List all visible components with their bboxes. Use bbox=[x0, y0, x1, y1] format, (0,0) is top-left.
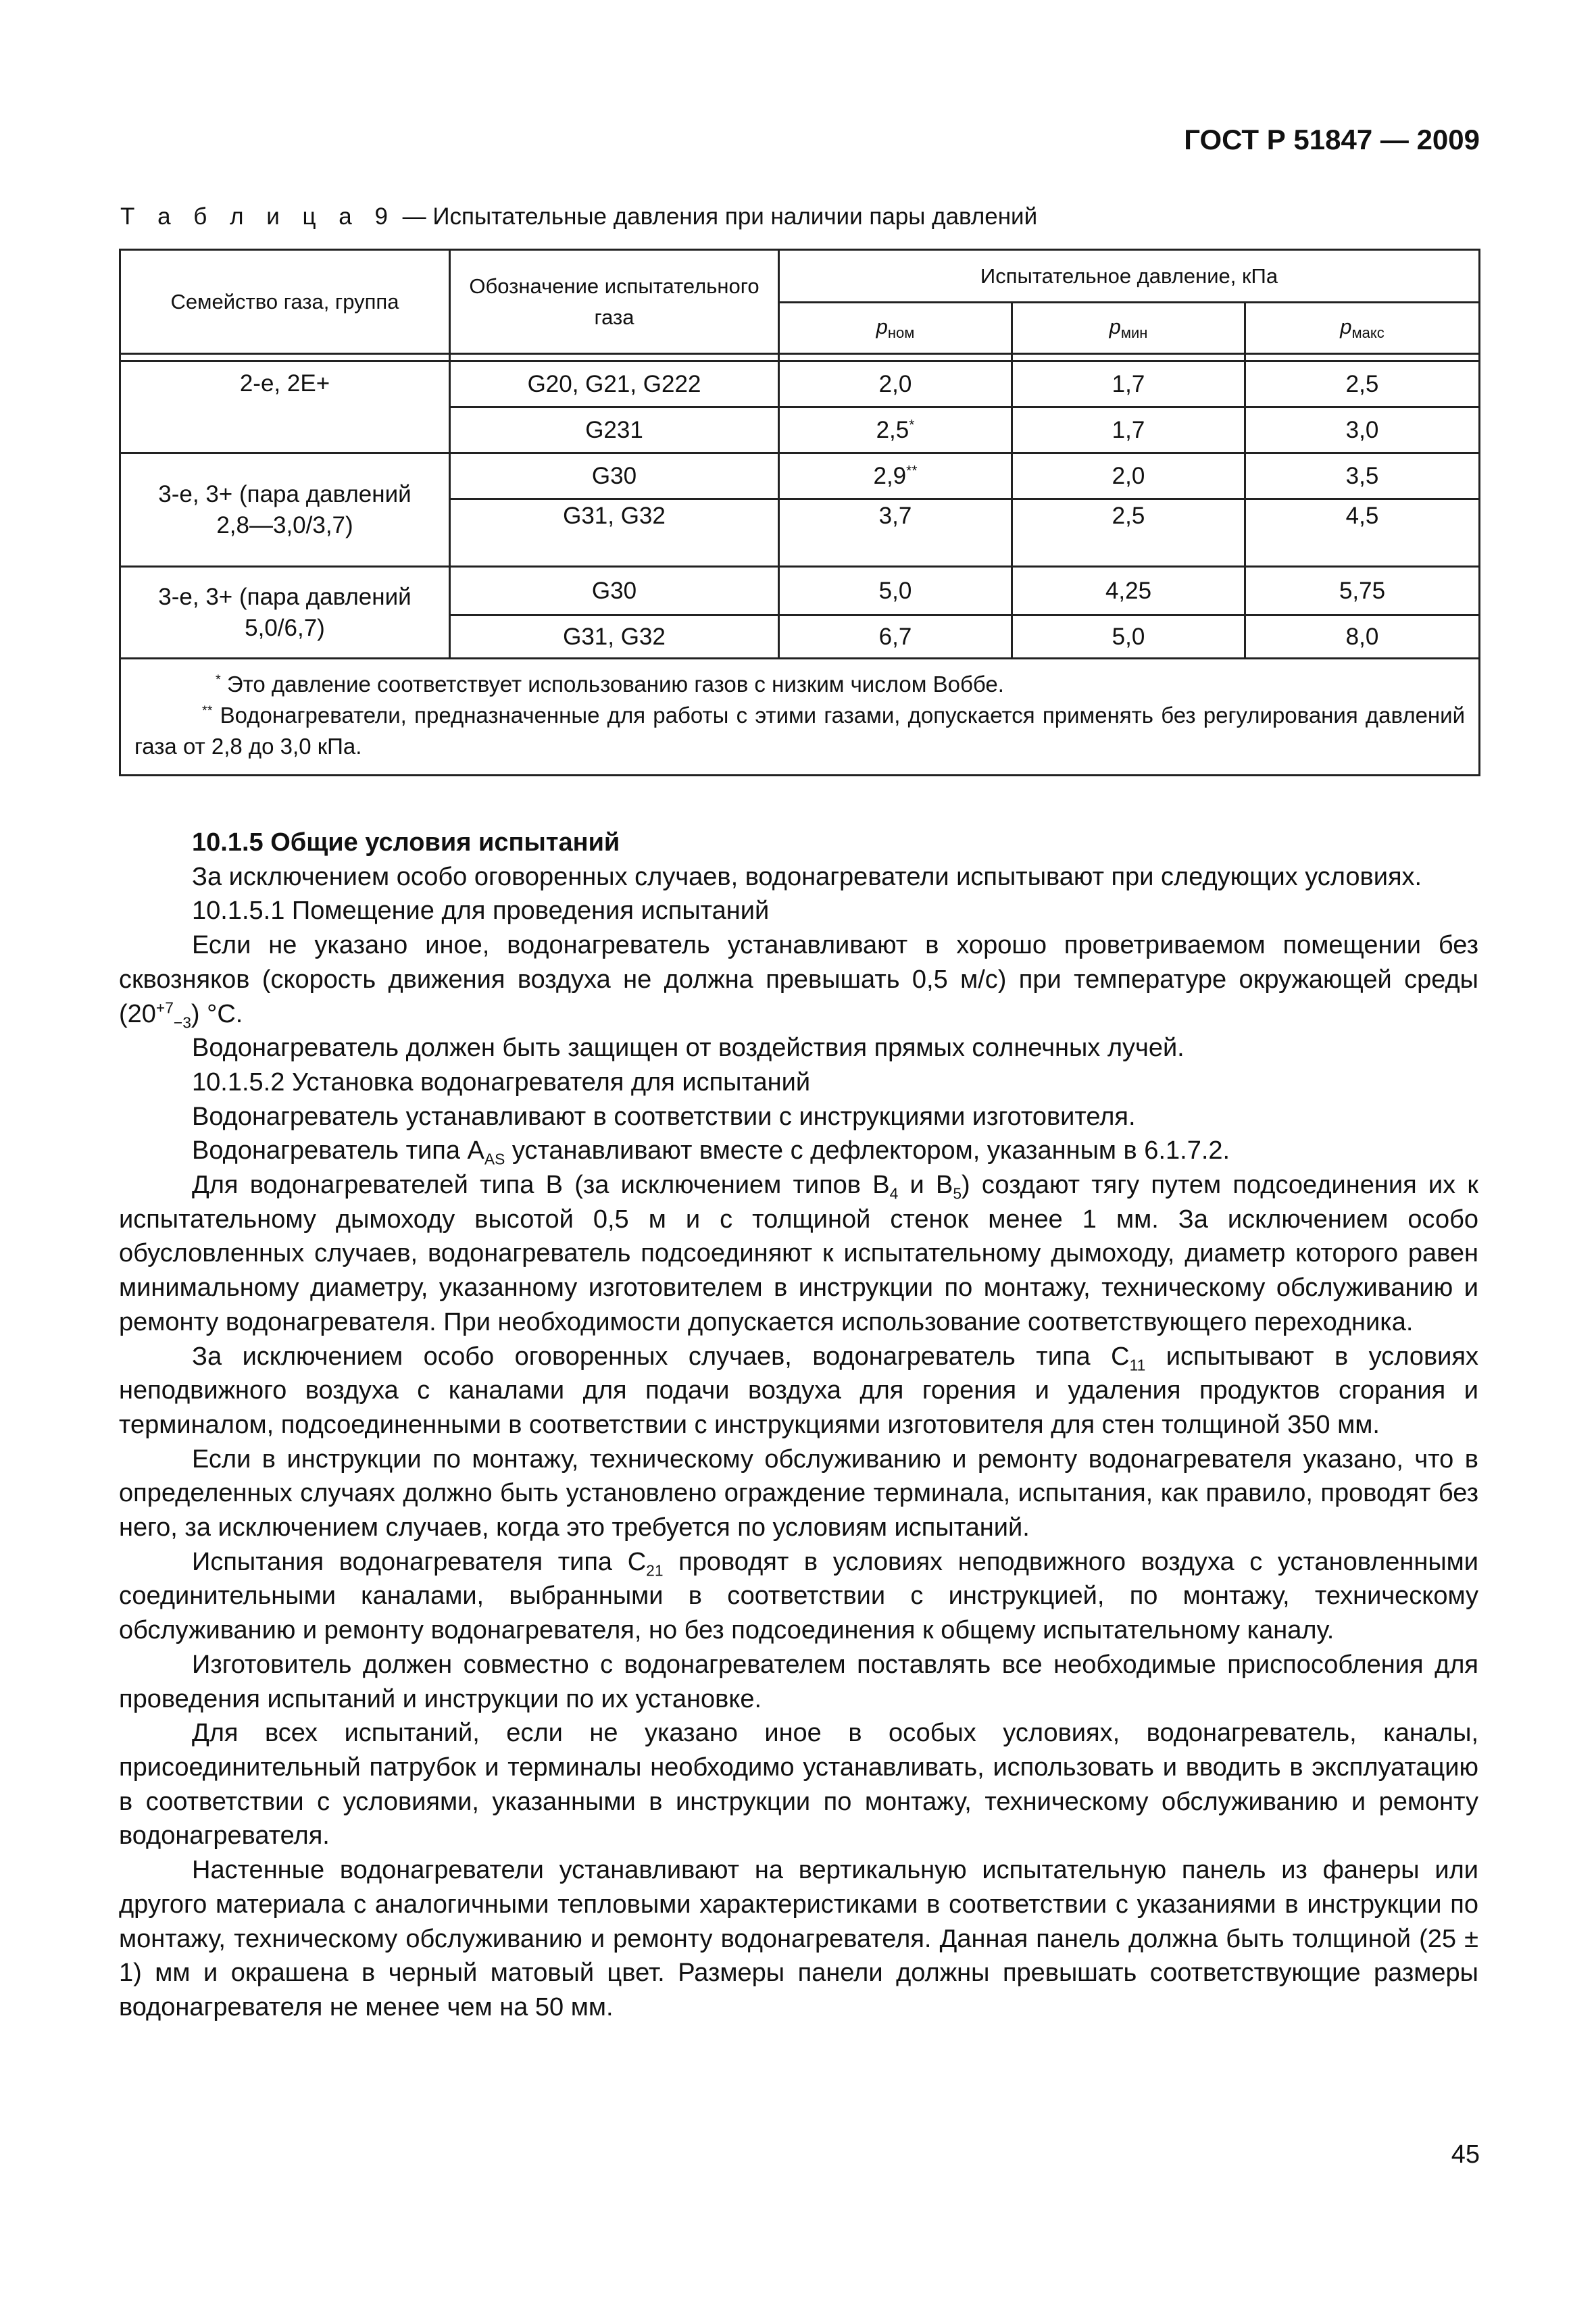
gas-cell: G31, G32 bbox=[450, 615, 779, 659]
gas-cell: G30 bbox=[450, 567, 779, 615]
header-pressure: Испытательное давление, кПа bbox=[779, 250, 1480, 303]
document-header: ГОСТ Р 51847 — 2009 bbox=[1184, 124, 1480, 155]
max-cell: 4,5 bbox=[1245, 499, 1480, 567]
family-cell: 2-е, 2Е+ bbox=[120, 361, 450, 453]
paragraph: Водонагреватель должен быть защищен от воздействия прямых солнечных лучей. bbox=[192, 1034, 1184, 1063]
table-note-1: * Это давление соответствует использованию газов с низким числом Воббе. bbox=[216, 672, 1004, 697]
section-heading: 10.1.5 Общие условия испытаний bbox=[192, 828, 620, 857]
max-cell: 8,0 bbox=[1245, 615, 1480, 659]
table-note-2: ** Водонагреватели, предназначенные для работы с этими газами, допускается применять без регулирования давлений газа от 2,8 до 3,0 кПа. bbox=[134, 703, 1466, 759]
family-cell: 3-е, 3+ (пара давлений 2,8—3,0/3,7) bbox=[120, 453, 450, 567]
table-caption-label: Т а б л и ц а 9 bbox=[120, 203, 396, 230]
paragraph: Водонагреватель типа $А_{AS}$ устанавливают вместе с дефлектором, указанным в 6.1.7.2. bbox=[192, 1136, 1230, 1168]
gas-cell: G20, G21, G222 bbox=[450, 361, 779, 407]
min-cell: 2,5 bbox=[1012, 499, 1245, 567]
nom-cell: 3,7 bbox=[779, 499, 1012, 567]
paragraph: Испытания водонагревателя типа $С_{21}$ проводят в условиях неподвижного воздуха с установленными соединительными каналами, выбранными в соответствии с инструкцией, по монтажу, техническому обслуживанию и ремонту водонагревателя, но без подсоединения к общему испытательному каналу. bbox=[119, 1547, 1478, 1645]
family-cell: 3-е, 3+ (пара давлений 5,0/6,7) bbox=[120, 567, 450, 659]
nom-cell: 5,0 bbox=[779, 567, 1012, 615]
max-cell: 5,75 bbox=[1245, 567, 1480, 615]
max-cell: 3,5 bbox=[1245, 453, 1480, 499]
table-notes bbox=[120, 659, 1480, 776]
section-body bbox=[119, 826, 1478, 2025]
paragraph: Настенные водонагреватели устанавливают на вертикальную испытательную панель из фанеры или другого материала с аналогичными тепловыми характеристиками в соответствии с указаниями в инструкции по монтажу, техническому обслуживанию и ремонту водонагревателя. Данная панель должна быть толщиной (25 ± 1) мм и окрашена в черный матовый цвет. Размеры панели должны превышать соответствующие размеры водонагревателя не менее чем на 50 мм. bbox=[119, 1856, 1478, 2021]
max-cell: 2,5 bbox=[1245, 361, 1480, 407]
paragraph: 10.1.5.2 Установка водонагревателя для испытаний bbox=[192, 1067, 811, 1097]
page-number: 45 bbox=[1451, 2140, 1480, 2169]
table-row bbox=[120, 567, 1480, 615]
header-p-max: $p_{макс}$ bbox=[1245, 303, 1480, 354]
paragraph: За исключением особо оговоренных случаев, водонагреватели испытывают при следующих условиях. bbox=[192, 862, 1422, 891]
nom-cell: 2,9** bbox=[779, 453, 1012, 499]
header-gas: Обозначение испытательного газа bbox=[450, 250, 779, 354]
header-family: Семейство газа, группа bbox=[120, 250, 450, 354]
gas-cell: G30 bbox=[450, 453, 779, 499]
header-p-min: $p_{мин}$ bbox=[1012, 303, 1245, 354]
min-cell: 1,7 bbox=[1012, 407, 1245, 453]
paragraph: Если не указано иное, водонагреватель устанавливают в хорошо проветриваемом помещении без сквозняков (скорость движения воздуха не должна превышать 0,5 м/с) при температуре окружающей среды $(20^{+7}_{-3})$ °С. bbox=[119, 931, 1478, 1032]
min-cell: 5,0 bbox=[1012, 615, 1245, 659]
paragraph: Для водонагревателей типа В (за исключением типов $В_4$ и $В_5$) создают тягу путем подсоединения их к испытательному дымоходу высотой 0,5 м и с толщиной стенок менее 1 мм. За исключением особо обусловленных случаев, водонагреватель подсоединяют к испытательному дымоходу, диаметр которого равен минимальному диаметру, указанному изготовителем в инструкции по монтажу, техническому обслуживанию и ремонту водонагревателя. При необходимости допускается использование соответствующего переходника. bbox=[119, 1171, 1478, 1336]
table-row bbox=[120, 453, 1480, 499]
pressure-table bbox=[119, 249, 1478, 776]
min-cell: 2,0 bbox=[1012, 453, 1245, 499]
paragraph: Для всех испытаний, если не указано иное в особых условиях, водонагреватель, каналы, присоединительный патрубок и терминалы необходимо устанавливать, использовать и вводить в эксплуатацию в соответствии с условиями, указанными в инструкции по монтажу, техническому обслуживанию и ремонту водонагревателя. bbox=[119, 1719, 1478, 1851]
nom-cell: 2,5* bbox=[779, 407, 1012, 453]
table-row bbox=[120, 361, 1480, 407]
paragraph: За исключением особо оговоренных случаев, водонагреватель типа $С_{11}$ испытывают в условиях неподвижного воздуха с каналами для подачи воздуха для горения и удаления продуктов сгорания и терминалом, подсоединенными в соответствии с инструкциями изготовителя для стен толщиной 350 мм. bbox=[119, 1342, 1478, 1439]
header-p-nom: $p_{ном}$ bbox=[779, 303, 1012, 354]
nom-cell: 2,0 bbox=[779, 361, 1012, 407]
paragraph: Водонагреватель устанавливают в соответствии с инструкциями изготовителя. bbox=[192, 1102, 1136, 1131]
table-caption-text: — Испытательные давления при наличии пары давлений bbox=[395, 203, 1038, 230]
paragraph: Изготовитель должен совместно с водонагревателем поставлять все необходимые приспособления для проведения испытаний и инструкции по их установке. bbox=[119, 1650, 1478, 1713]
nom-cell: 6,7 bbox=[779, 615, 1012, 659]
paragraph: 10.1.5.1 Помещение для проведения испытаний bbox=[192, 897, 770, 926]
gas-cell: G31, G32 bbox=[450, 499, 779, 567]
table-caption bbox=[120, 203, 1037, 230]
min-cell: 4,25 bbox=[1012, 567, 1245, 615]
min-cell: 1,7 bbox=[1012, 361, 1245, 407]
gas-cell: G231 bbox=[450, 407, 779, 453]
paragraph: Если в инструкции по монтажу, техническому обслуживанию и ремонту водонагревателя указано, что в определенных случаях должно быть установлено ограждение терминала, испытания, как правило, проводят без него, за исключением случаев, когда это требуется по условиям испытаний. bbox=[119, 1444, 1478, 1542]
max-cell: 3,0 bbox=[1245, 407, 1480, 453]
